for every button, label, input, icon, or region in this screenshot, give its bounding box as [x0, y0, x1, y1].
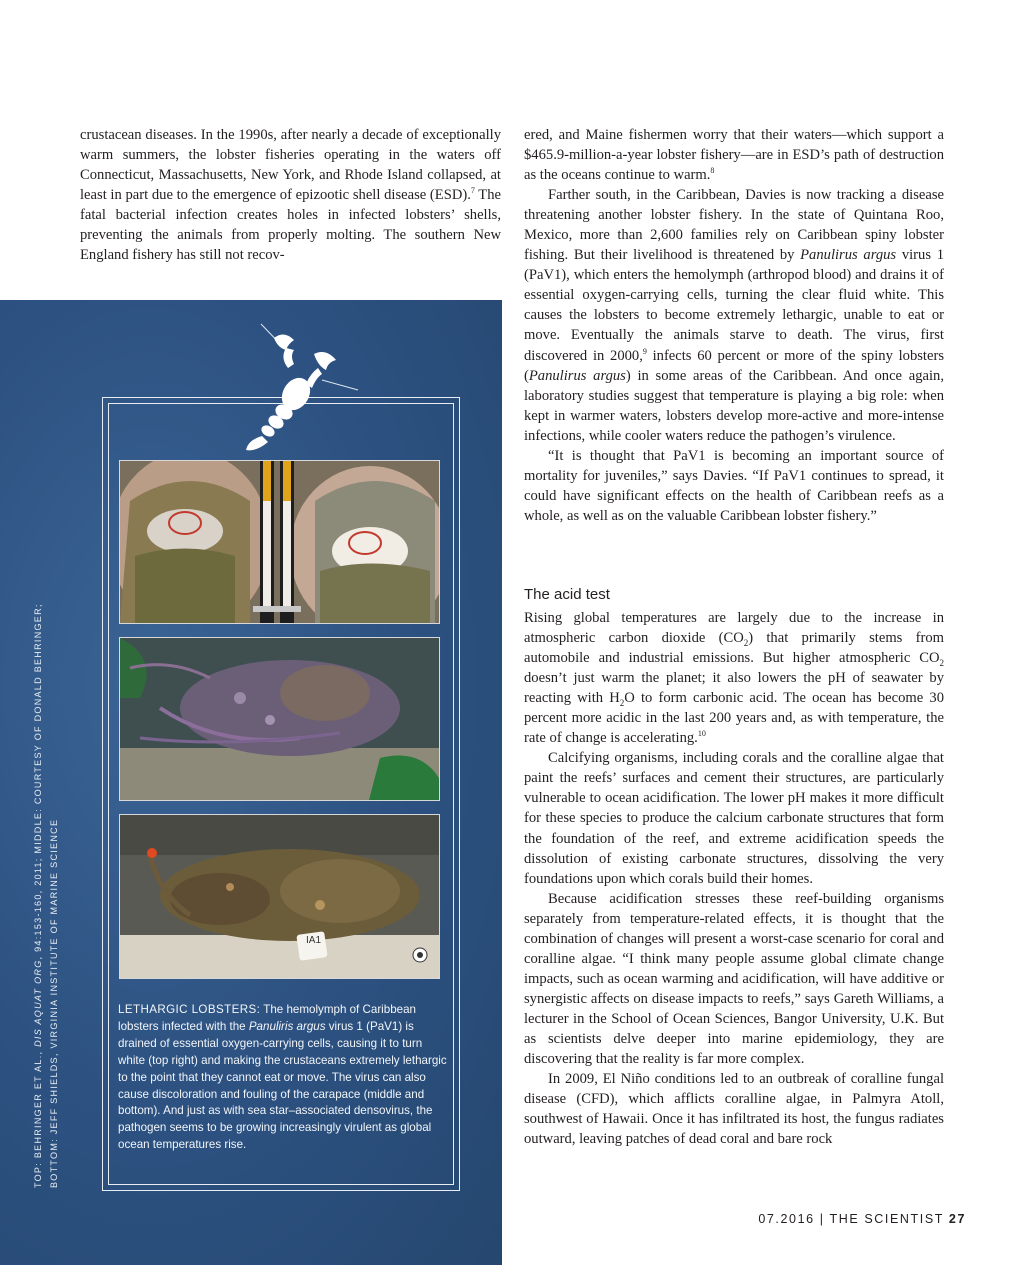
species-name: Panulirus argus [800, 247, 897, 264]
photo-discolored-illustration [120, 638, 439, 800]
left-column-text [80, 125, 501, 265]
footer-issue: 07.2016 | THE SCIENTIST [758, 1212, 949, 1226]
section-heading: The acid test [524, 586, 610, 603]
paragraph [524, 608, 944, 748]
paragraph [524, 185, 944, 446]
text-run: Because acidification stresses these reef-building organisms separately from temperature-related effects, it is thought that the combination of changes will present a worst-case scenario for coral and coralline algae. “I think many people assume global climate change impacts, such as ocean warming and acidification, will have additive or synergistic affects on disease impacts to reefs,” says Gareth Williams, a lecturer in the School of Ocean Sciences, Bangor University, U.K. But as scientists delve deeper into marine epidemiology, they are discovering that the reality is far more complex. [524, 890, 944, 1068]
photo-hemolymph-illustration [120, 461, 439, 623]
lobster-icon [226, 312, 366, 452]
text-run: In 2009, El Niño conditions led to an outbreak of coralline fungal disease (CFD), which afflicts coralline algae, in Palmyra Atoll, southwest of Hawaii. Once it has infiltrated its host, the fungus radiates outward, leaving patches of dead coral and bare rock [524, 1071, 944, 1148]
photo-discolored-lobster [119, 637, 440, 801]
footnote-ref: 10 [697, 729, 706, 739]
text-run: The fatal bacterial infection creates holes in infected lobsters’ shells, preventing the animals from properly molting. The southern New England fishery has still not recov- [80, 187, 501, 264]
text-run: Rising global temperatures are largely due to the increase in atmospheric carbon dioxide (CO [524, 610, 944, 647]
paragraph [80, 125, 501, 265]
right-column-text [524, 125, 944, 526]
text-run: infects 60 percent or more of the spiny lobsters ( [524, 347, 944, 384]
sidebar-panel [0, 300, 502, 1265]
species-name: Panulirus argus [528, 367, 626, 384]
text-run: Calcifying organisms, including corals and the coralline algae that paint the reefs’ surfaces and cement their structures, are particularly vulnerable to ocean acidification. The lower pH makes it more difficult for these species to produce the calcium carbonate structures that form the foundation of the reef, and extreme acidification speeds the dissolution of existing carbonate structures, dissolving the very foundations upon which corals build their homes. [524, 750, 944, 887]
footnote-ref: 7 [470, 186, 475, 196]
photo-hemolymph-syringes [119, 460, 440, 624]
credit-text: TOP: BEHRINGER ET AL., [33, 1046, 43, 1188]
footnote-ref: 8 [710, 166, 715, 176]
page-number: 27 [948, 1212, 966, 1226]
credit-text: , 94:153-160, 2011; MIDDLE: COURTESY OF DONALD BEHRINGER; [33, 603, 43, 960]
text-run: ered, and Maine fishermen worry that their waters—which support a $465.9-million-a-year lobster fishery—are in ESD’s path of destruction as the oceans continue to warm. [524, 127, 944, 184]
footnote-ref: 9 [642, 346, 647, 356]
text-run: virus 1 (PaV1), which enters the hemolymph (arthropod blood) and drains it of essential oxygen-carrying cells, turning the clear fluid white. This causes the lobsters to become extremely lethargic, unable to eat or move. Eventually the animals starve to death. The virus, first discovered in 2000, [524, 247, 944, 364]
section-heading-wrap [524, 586, 944, 603]
caption-text: virus 1 (PaV1) is drained of essential oxygen-carrying cells, causing it to turn white (top right) and making the crustaceans extremely lethargic to the point that they cannot eat or move. The virus can also cause discoloration and fouling of the carapace (middle and bottom). And just as with sea star–associated densovirus, the pathogen seems to be growing increasingly virulent as global ocean temperatures rise. [118, 1019, 447, 1152]
text-run: ) that primarily stems from automobile and industrial emissions. But higher atmospheric CO [524, 630, 944, 667]
subscript: 2 [743, 637, 749, 648]
subscript: 2 [939, 658, 944, 668]
credit-journal: DIS AQUAT ORG [33, 959, 43, 1047]
section-body-text [524, 608, 944, 1149]
caption-text: The hemolymph of Caribbean lobsters infected with the [118, 1003, 416, 1033]
photo-fouled-lobster [119, 814, 440, 979]
caption-species: Panuliris argus [248, 1019, 326, 1033]
photo-fouled-illustration [120, 815, 439, 978]
caption-heading: LETHARGIC LOBSTERS: [118, 1003, 261, 1016]
page-footer [758, 1212, 966, 1226]
subscript: 2 [619, 698, 625, 709]
text-run: Farther south, in the Caribbean, Davies is now tracking a disease threatening another lobster fishery. In the state of Quintana Roo, Mexico, more than 2,600 families rely on Caribbean spiny lobster fishing. But their livelihood is threatened by [524, 187, 944, 264]
photo-caption [118, 1002, 448, 1154]
photo-credit-line-1 [33, 603, 43, 1188]
photo-specimen-tag: IA1 [306, 935, 322, 946]
paragraph [524, 446, 944, 526]
paragraph [524, 1069, 944, 1149]
text-run: “It is thought that PaV1 is becoming an important source of mortality for juveniles,” says Davies. “If PaV1 continues to spread, it could have significant effects on the health of Caribbean reefs as a whole, as well as on the valuable Caribbean lobster fishery.” [524, 447, 944, 524]
text-run: doesn’t just warm the planet; it also lowers the pH of seawater by reacting with H [524, 670, 944, 707]
paragraph [524, 125, 944, 185]
text-run: ) in some areas of the Caribbean. And once again, laboratory studies suggest that temperature is playing a big role: when kept in warmer waters, lobsters develop more-active and more-intense infections, while cooler waters reduce the pathogen’s virulence. [524, 367, 944, 444]
paragraph [524, 748, 944, 888]
paragraph [524, 889, 944, 1069]
text-run: crustacean diseases. In the 1990s, after nearly a decade of exceptionally warm summers, the lobster fisheries operating in the waters off Connecticut, Massachusetts, New York, and Rhode Island collapsed, at least in part due to the emergence of epizootic shell disease (ESD). [80, 127, 501, 204]
photo-credit-line-2: BOTTOM: JEFF SHIELDS, VIRGINIA INSTITUTE OF MARINE SCIENCE [49, 818, 59, 1188]
text-run: O to form carbonic acid. The ocean has become 30 percent more acidic in the last 200 years and, as with temperature, the rate of change is accelerating. [524, 690, 944, 747]
